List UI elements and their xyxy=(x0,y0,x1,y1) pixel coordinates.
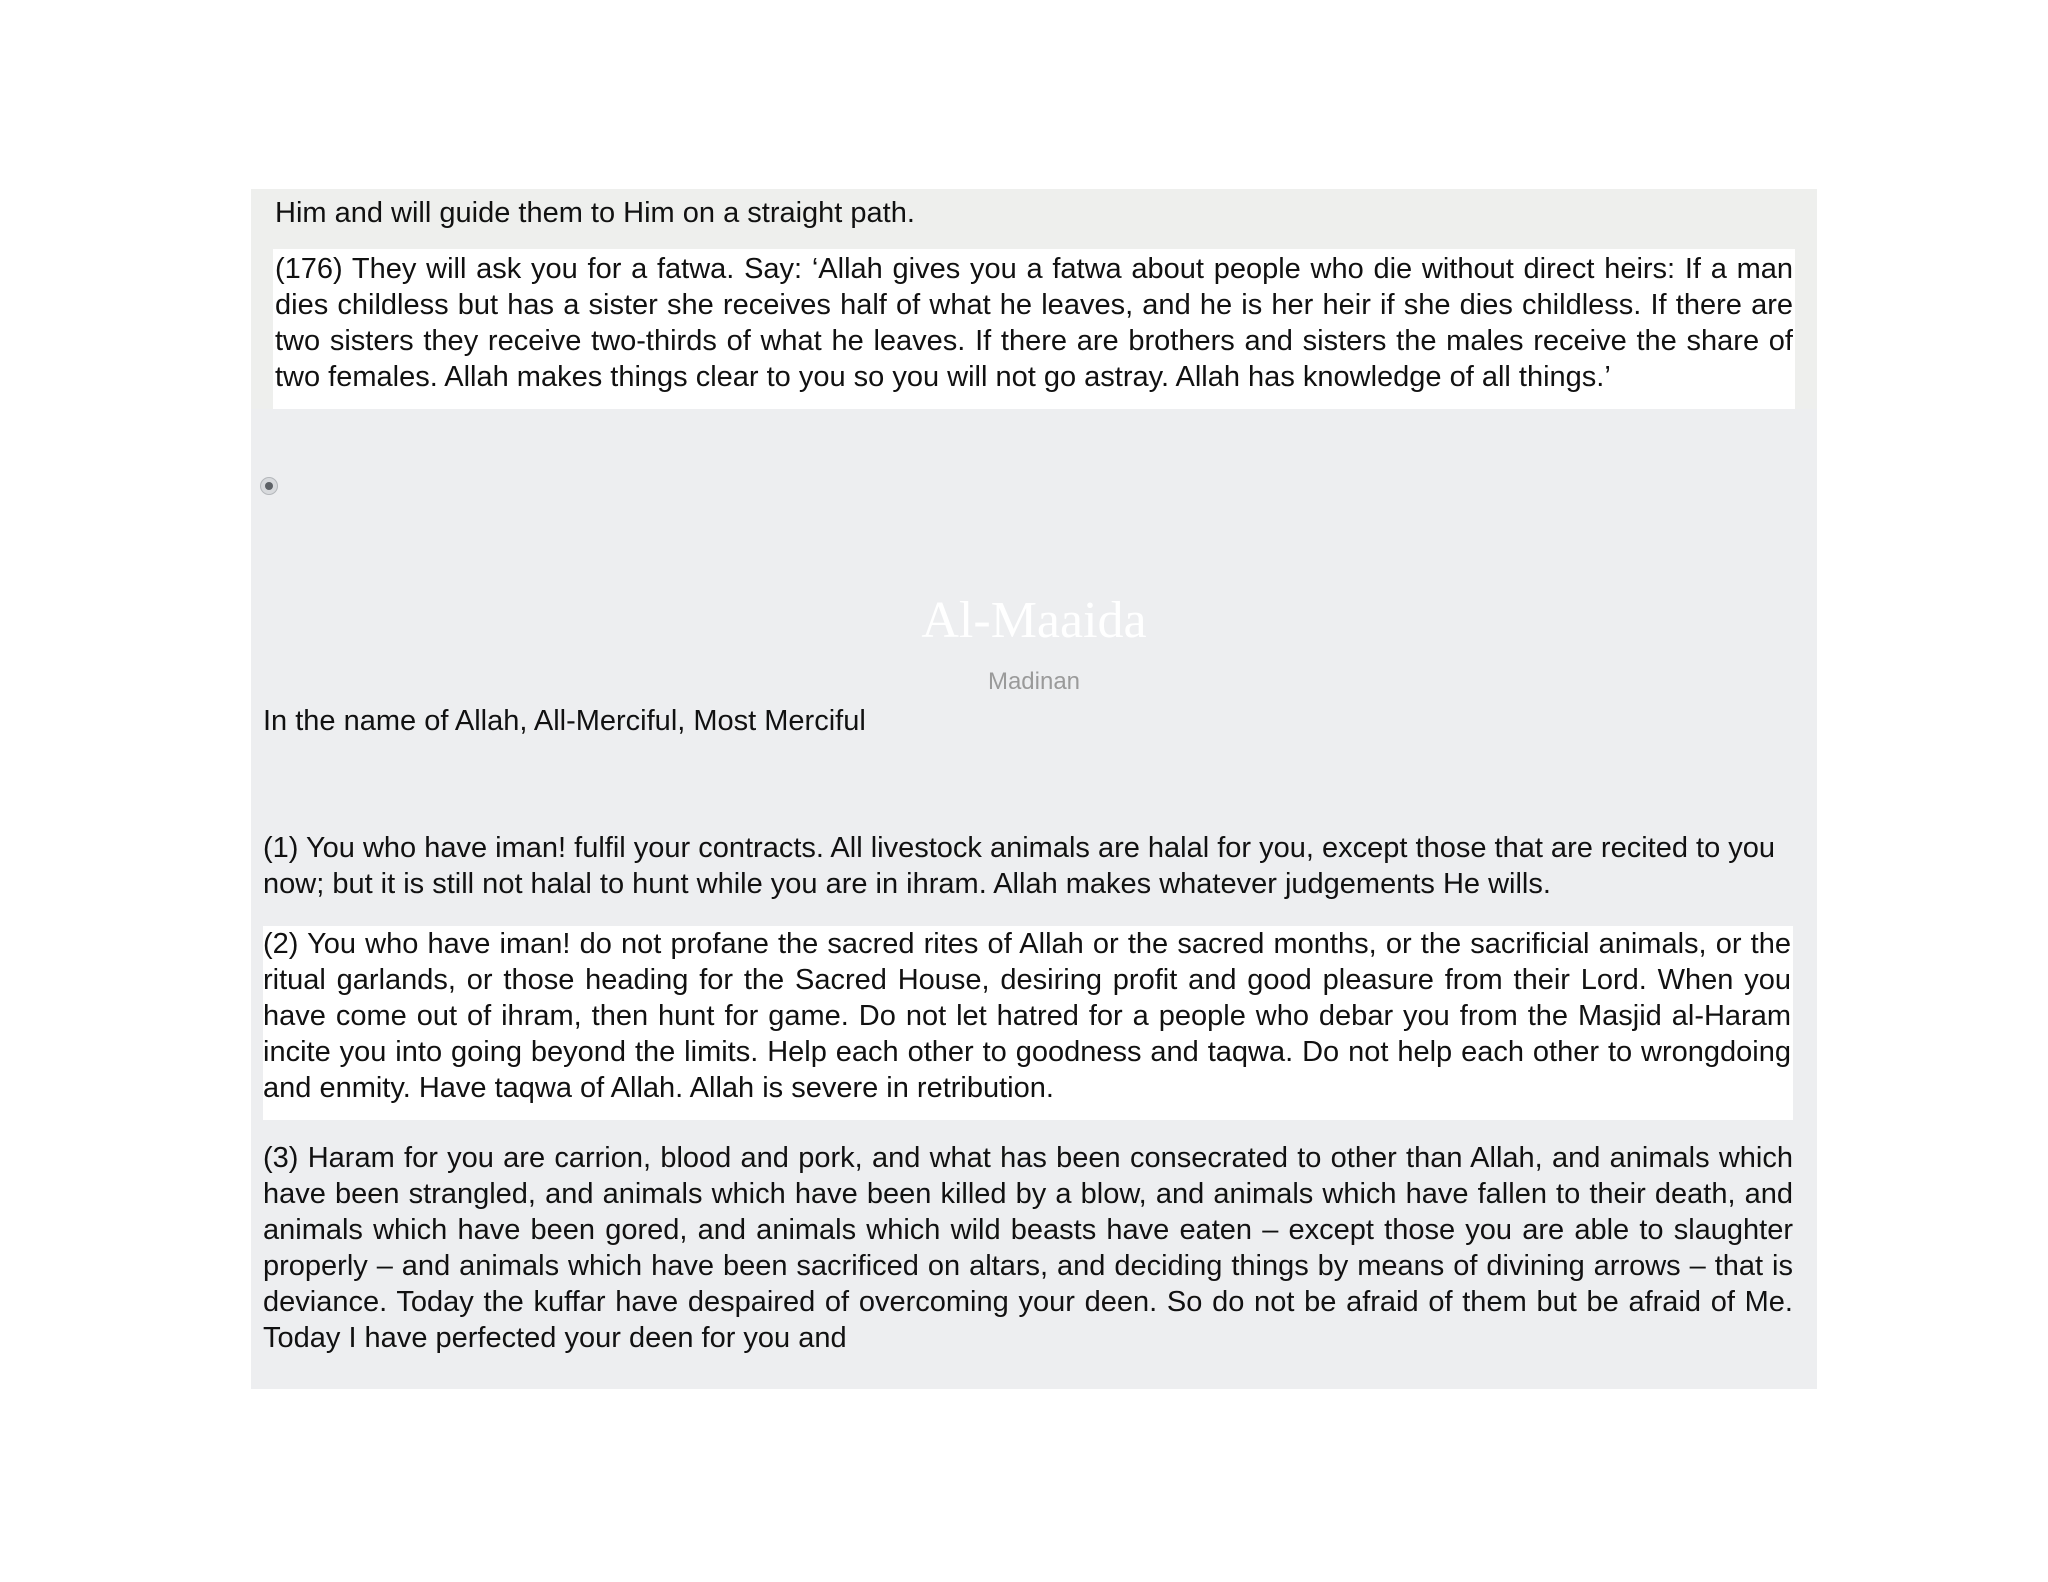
collapse-dot xyxy=(265,482,273,490)
verse-list xyxy=(263,830,1793,1356)
basmala: In the name of Allah, All-Merciful, Most Merciful xyxy=(263,705,866,737)
verse-176: (176) They will ask you for a fatwa. Say: ‘Allah gives you a fatwa about people who die without direct heirs: If a man dies childless but has a sister she receives half of what he leaves, and he is her heir if she dies childless. If there are two sisters they receive two-thirds of what he leaves. If there are brothers and sisters the males receive the share of two females. Allah makes things clear to you so you will not go astray. Allah has knowledge of all things.’ xyxy=(273,249,1795,409)
collapse-circle-icon[interactable] xyxy=(260,477,278,495)
document-page xyxy=(251,189,1817,1389)
verse-3: (3) Haram for you are carrion, blood and pork, and what has been consecrated to other than Allah, and animals which have been strangled, and animals which have been killed by a blow, and animals which have fallen to their death, and animals which have been gored, and animals which wild beasts have eaten – except those you are able to slaughter properly – and animals which have been sacrificed on altars, and deciding things by means of divining arrows – that is deviance. Today the kuffar have despaired of overcoming your deen. So do not be afraid of them but be afraid of Me. Today I have perfected your deen for you and xyxy=(263,1142,1793,1354)
previous-surah-section xyxy=(251,189,1817,409)
surah-revelation-type: Madinan xyxy=(987,668,1081,695)
surah-title: Al-Maaida xyxy=(921,592,1147,649)
verse-175-tail: Him and will guide them to Him on a straight path. xyxy=(275,197,915,229)
verse-1: (1) You who have iman! fulfil your contracts. All livestock animals are halal for you, except those that are recited to you now; but it is still not halal to hunt while you are in ihram. Allah makes whatever judgements He wills. xyxy=(263,832,1776,900)
verse-2: (2) You who have iman! do not profane the sacred rites of Allah or the sacred months, or the sacrificial animals, or the ritual garlands, or those heading for the Sacred House, desiring profit and good pleasure from their Lord. When you have come out of ihram, then hunt for game. Do not let hatred for a people who debar you from the Masjid al-Haram incite you into going beyond the limits. Help each other to goodness and taqwa. Do not help each other to wrongdoing and enmity. Have taqwa of Allah. Allah is severe in retribution. xyxy=(263,926,1793,1120)
